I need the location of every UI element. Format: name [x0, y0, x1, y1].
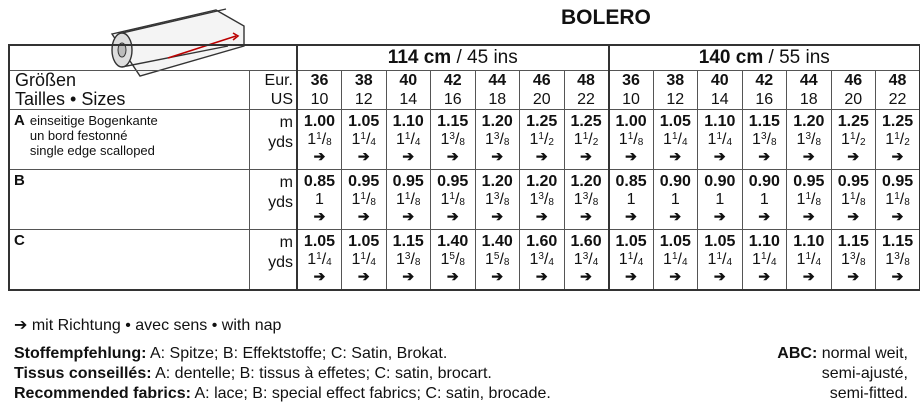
yardage-cell: 1.05 $1^1/_4$ ➔	[342, 230, 387, 290]
yardage-table	[8, 44, 920, 291]
yardage-cell: 1.00 $1^1/_8$ ➔	[609, 110, 654, 170]
nap-arrow-icon: ➔	[402, 148, 415, 164]
size-36: 36 10	[609, 71, 654, 110]
nap-arrow-icon: ➔	[625, 208, 637, 224]
nap-arrow-icon: ➔	[713, 208, 726, 224]
nap-arrow-icon: ➔	[535, 148, 548, 164]
fabric-recommendations	[14, 344, 551, 404]
nap-arrow-icon: ➔	[446, 148, 459, 164]
yardage-cell: 1.60 $1^3/_4$ ➔	[520, 230, 565, 290]
size-44: 44 18	[475, 71, 520, 110]
yardage-cell: 0.90 1 ➔	[698, 170, 743, 230]
fabric-line-de: Stoffempfehlung: A: Spitze; B: Effektstoffe; C: Satin, Brokat.	[14, 345, 448, 362]
yardage-cell: 1.10 $1^1/_4$ ➔	[386, 110, 431, 170]
fabric-line-fr: Tissus conseillés: A: dentelle; B: tissus à effetes; C: satin, brocart.	[14, 365, 492, 382]
yardage-cell: 1.05 $1^1/_4$ ➔	[653, 230, 698, 290]
nap-arrow-icon: ➔	[669, 208, 682, 224]
yardage-cell: 0.95 $1^1/_8$ ➔	[876, 170, 920, 230]
view-label-B: B	[9, 170, 249, 230]
yardage-cell: 0.95 $1^1/_8$ ➔	[431, 170, 476, 230]
nap-arrow-icon: ➔	[446, 208, 459, 224]
yardage-cell: 1.60 $1^3/_4$ ➔	[564, 230, 609, 290]
yardage-cell: 1.40 $1^5/_8$ ➔	[431, 230, 476, 290]
size-46: 46 20	[520, 71, 565, 110]
yardage-cell: 1.15 $1^3/_8$ ➔	[831, 230, 876, 290]
nap-arrow-icon: ➔	[313, 208, 326, 224]
nap-arrow-icon: ➔	[847, 268, 860, 284]
nap-arrow-icon: ➔	[491, 208, 504, 224]
width-header-row	[9, 45, 920, 71]
yardage-cell: 1.40 $1^5/_8$ ➔	[475, 230, 520, 290]
yardage-cell: 0.95 $1^1/_8$ ➔	[831, 170, 876, 230]
yardage-cell: 1.20 $1^3/_8$ ➔	[787, 110, 832, 170]
table-row	[9, 170, 920, 230]
unit-labels: m yds	[249, 170, 297, 230]
size-44: 44 18	[787, 71, 832, 110]
nap-arrow-icon: ➔	[669, 268, 682, 284]
yardage-cell: 0.90 1 ➔	[742, 170, 787, 230]
size-38: 38 12	[342, 71, 387, 110]
yardage-cell: 1.25 $1^1/_2$ ➔	[876, 110, 920, 170]
yardage-cell: 1.20 $1^3/_8$ ➔	[475, 170, 520, 230]
yardage-cell: 1.20 $1^3/_8$ ➔	[475, 110, 520, 170]
yardage-cell: 1.10 $1^1/_4$ ➔	[698, 110, 743, 170]
nap-arrow-icon: ➔	[580, 268, 592, 284]
nap-arrow-icon: ➔	[313, 268, 326, 284]
yardage-cell: 0.95 $1^1/_8$ ➔	[386, 170, 431, 230]
size-units: Eur. US	[249, 71, 297, 110]
size-40: 40 14	[698, 71, 743, 110]
fabric-line-en: Recommended fabrics: A: lace; B: special effect fabrics; C: satin, brocade.	[14, 385, 551, 402]
nap-arrow-icon: ➔	[669, 148, 682, 164]
yardage-cell: 1.15 $1^3/_8$ ➔	[742, 110, 787, 170]
sizes-label: Größen Tailles • Sizes	[9, 71, 249, 110]
width-114-header: 114 cm / 45 ins	[297, 45, 609, 71]
yardage-cell: 1.20 $1^3/_8$ ➔	[520, 170, 565, 230]
yardage-cell: 1.00 $1^1/_8$ ➔	[297, 110, 342, 170]
nap-arrow-icon: ➔	[758, 268, 771, 284]
nap-arrow-icon: ➔	[491, 148, 504, 164]
nap-note: ➔ mit Richtung • avec sens • with nap	[14, 317, 282, 334]
size-38: 38 12	[653, 71, 698, 110]
nap-arrow-icon: ➔	[713, 148, 726, 164]
table-row	[9, 110, 920, 170]
view-label-A: A einseitige Bogenkante un bord festonné single edge scalloped	[9, 110, 249, 170]
yardage-cell: 1.05 $1^1/_4$ ➔	[342, 110, 387, 170]
nap-arrow-icon: ➔	[802, 148, 815, 164]
width-140-header: 140 cm / 55 ins	[609, 45, 920, 71]
yardage-cell: 1.25 $1^1/_2$ ➔	[520, 110, 565, 170]
size-36: 36 10	[297, 71, 342, 110]
fit-description: ABC: normal weit, semi-ajusté, semi-fitted.	[777, 345, 908, 402]
size-46: 46 20	[831, 71, 876, 110]
size-header-row	[9, 71, 920, 110]
size-48: 48 22	[876, 71, 920, 110]
nap-arrow-icon: ➔	[402, 268, 415, 284]
nap-arrow-icon: ➔	[891, 268, 904, 284]
yardage-cell: 1.05 $1^1/_4$ ➔	[297, 230, 342, 290]
yardage-cell: 1.10 $1^1/_4$ ➔	[787, 230, 832, 290]
nap-arrow-icon: ➔	[847, 208, 860, 224]
page-title: BOLERO	[561, 6, 651, 29]
table-row	[9, 230, 920, 290]
unit-labels: m yds	[249, 230, 297, 290]
nap-arrow-icon: ➔	[446, 268, 459, 284]
nap-arrow-icon: ➔	[713, 268, 726, 284]
nap-arrow-icon: ➔	[402, 208, 415, 224]
yardage-cell: 1.15 $1^3/_8$ ➔	[876, 230, 920, 290]
nap-arrow-icon: ➔	[625, 148, 637, 164]
nap-arrow-icon: ➔	[535, 268, 548, 284]
nap-arrow-icon: ➔	[891, 208, 904, 224]
nap-arrow-icon: ➔	[758, 208, 771, 224]
yardage-cell: 0.95 $1^1/_8$ ➔	[787, 170, 832, 230]
yardage-cell: 1.05 $1^1/_4$ ➔	[609, 230, 654, 290]
yardage-cell: 1.05 $1^1/_4$ ➔	[698, 230, 743, 290]
yardage-cell: 0.95 $1^1/_8$ ➔	[342, 170, 387, 230]
yardage-cell: 0.85 1 ➔	[609, 170, 654, 230]
nap-arrow-icon: ➔	[357, 148, 370, 164]
nap-arrow-icon: ➔	[491, 268, 504, 284]
nap-arrow-icon: ➔	[802, 268, 815, 284]
size-40: 40 14	[386, 71, 431, 110]
nap-arrow-icon: ➔	[313, 148, 326, 164]
nap-arrow-icon: ➔	[891, 148, 904, 164]
nap-arrow-icon: ➔	[535, 208, 548, 224]
yardage-cell: 1.25 $1^1/_2$ ➔	[831, 110, 876, 170]
yardage-cell: 1.15 $1^3/_8$ ➔	[386, 230, 431, 290]
yardage-cell: 0.85 1 ➔	[297, 170, 342, 230]
yardage-cell: 1.15 $1^3/_8$ ➔	[431, 110, 476, 170]
nap-arrow-icon: ➔	[847, 148, 860, 164]
size-42: 42 16	[742, 71, 787, 110]
nap-arrow-icon: ➔	[758, 148, 771, 164]
unit-labels: m yds	[249, 110, 297, 170]
nap-arrow-icon: ➔	[357, 268, 370, 284]
yardage-cell: 1.25 $1^1/_2$ ➔	[564, 110, 609, 170]
yardage-cell: 1.10 $1^1/_4$ ➔	[742, 230, 787, 290]
yardage-cell: 1.05 $1^1/_4$ ➔	[653, 110, 698, 170]
yardage-cell: 1.20 $1^3/_8$ ➔	[564, 170, 609, 230]
nap-arrow-icon: ➔	[580, 148, 592, 164]
yardage-cell: 0.90 1 ➔	[653, 170, 698, 230]
nap-arrow-icon: ➔	[357, 208, 370, 224]
nap-arrow-icon: ➔	[580, 208, 592, 224]
view-label-C: C	[9, 230, 249, 290]
size-42: 42 16	[431, 71, 476, 110]
size-48: 48 22	[564, 71, 609, 110]
nap-arrow-icon: ➔	[802, 208, 815, 224]
nap-arrow-icon: ➔	[625, 268, 637, 284]
